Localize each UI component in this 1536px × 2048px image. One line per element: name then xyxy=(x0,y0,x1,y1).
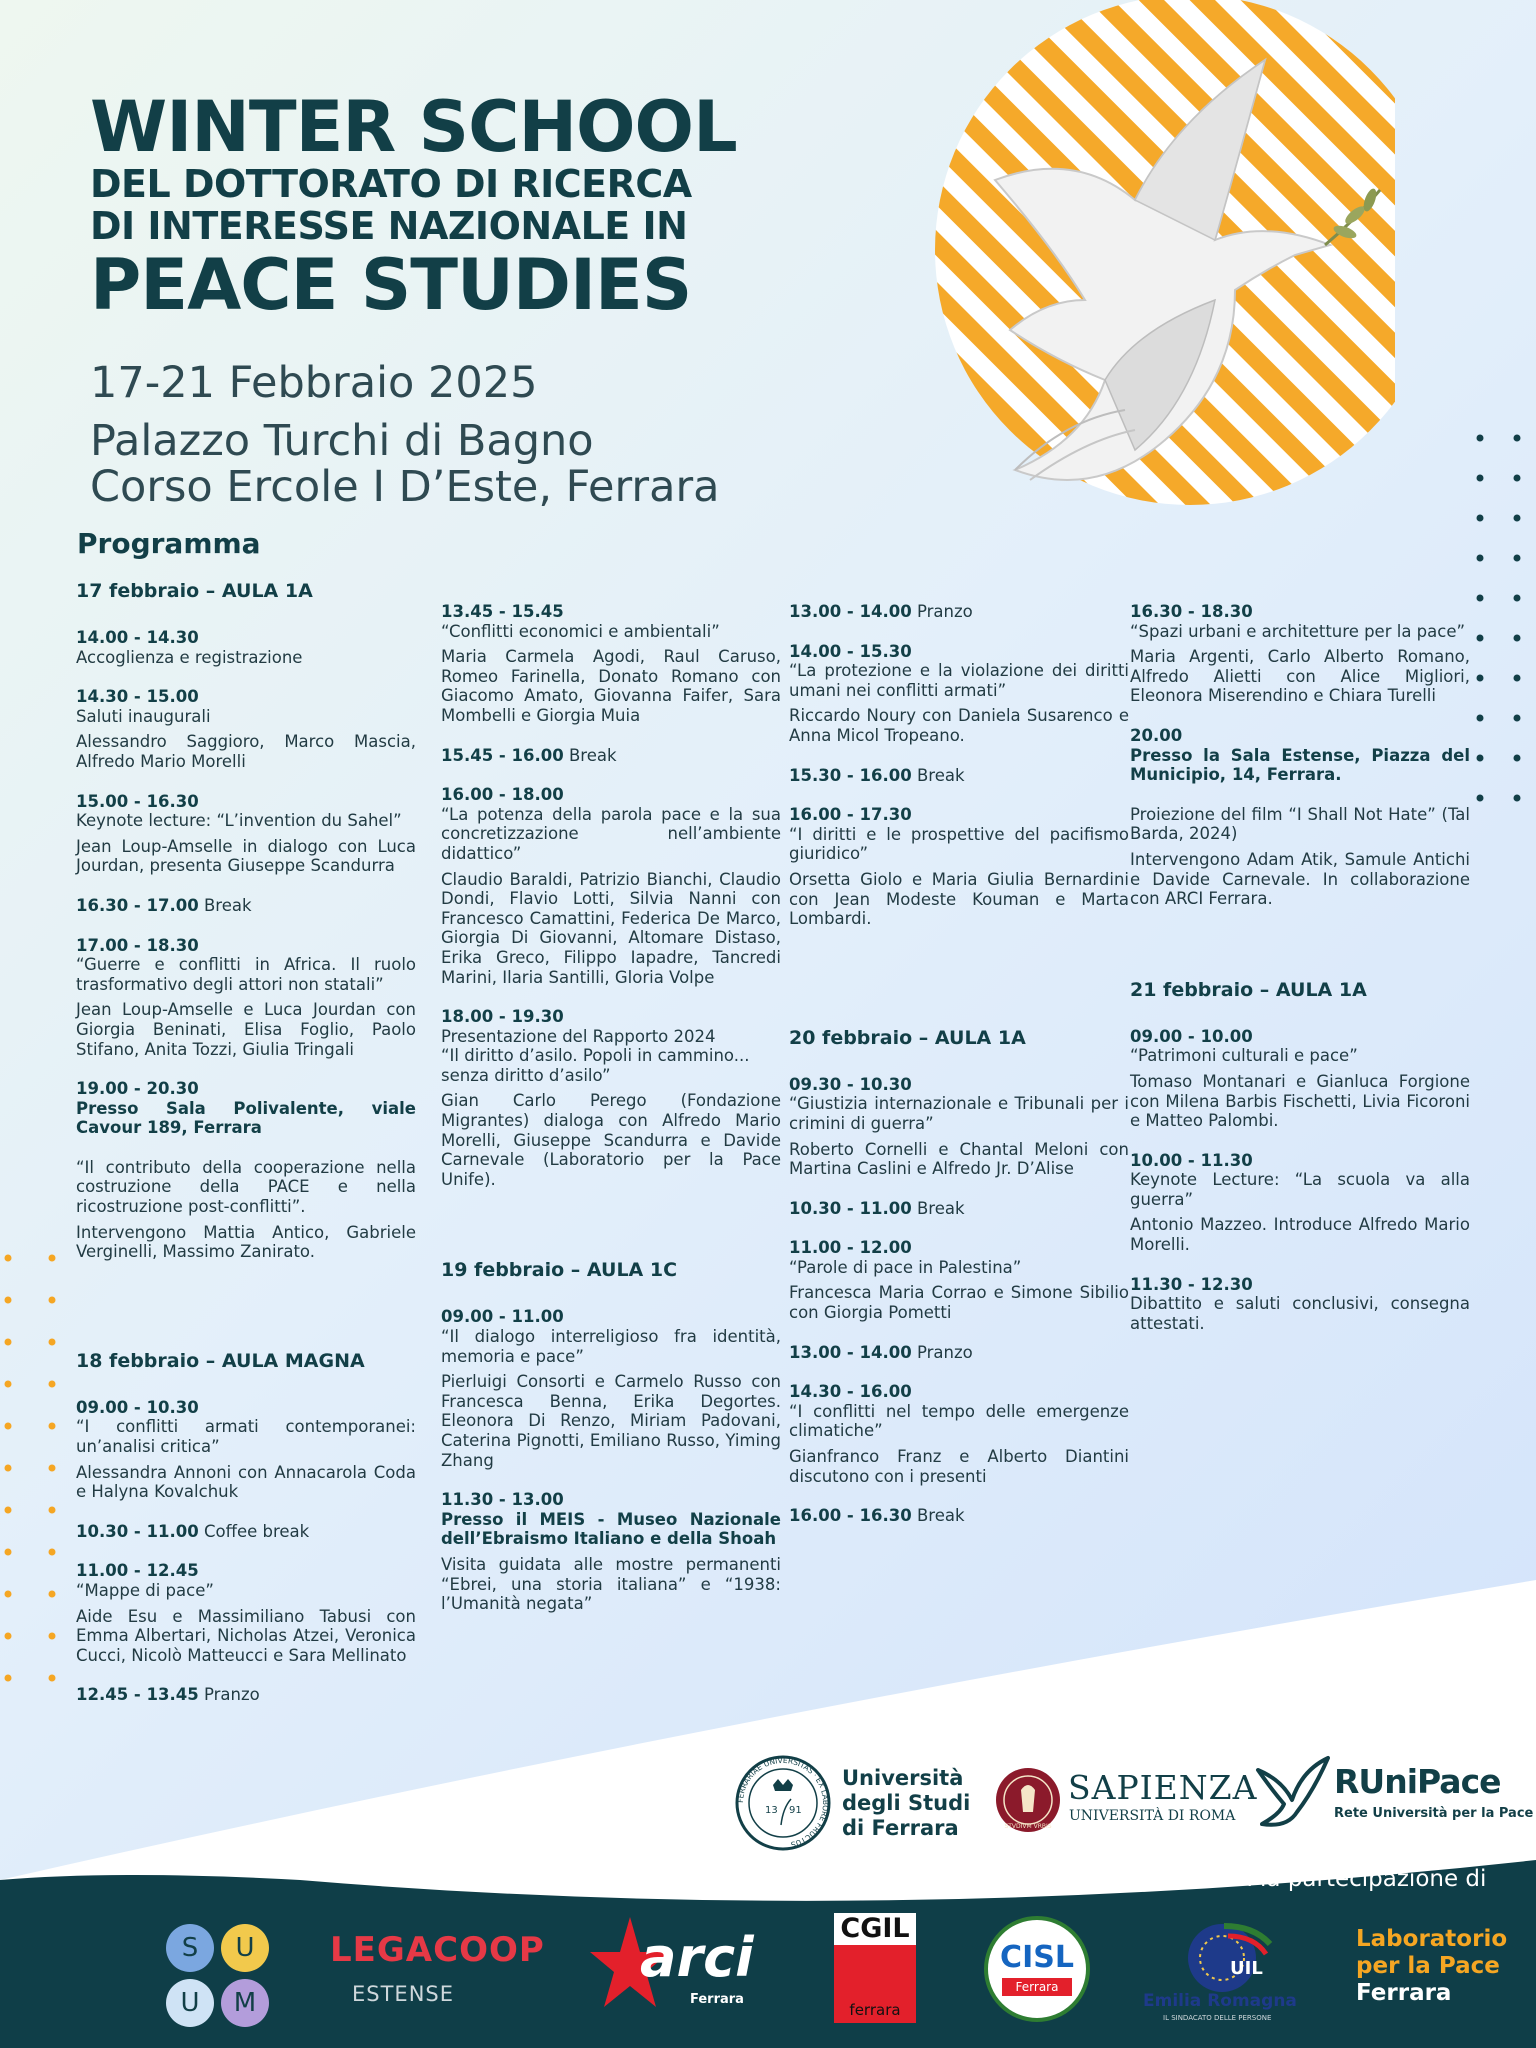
session-people: Jean Loup-Amselle in dialogo con Luca Jourdan, presenta Giuseppe Scandurra xyxy=(76,836,416,876)
event-venue: Palazzo Turchi di Bagno xyxy=(90,416,594,466)
unife-seal-logo xyxy=(733,1753,833,1853)
column-19-21-feb xyxy=(1130,602,1470,1353)
session-time: 20.00 xyxy=(1130,725,1183,745)
session-title: Visita guidata alle mostre permanenti “Ebrei, una storia italiana” e “1938: l’Umanità negata” xyxy=(441,1554,781,1614)
uil-tagline: IL SINDACATO DELLE PERSONE xyxy=(1163,2014,1272,2022)
session-title: Presentazione del Rapporto 2024 xyxy=(441,1026,716,1046)
session-people: Intervengono Mattia Antico, Gabriele Verginelli, Massimo Zanirato. xyxy=(76,1222,416,1262)
runipace-name: RUniPace xyxy=(1334,1762,1501,1801)
title-winter-school: WINTER SCHOOL xyxy=(90,86,737,168)
session-time: 12.45 - 13.45 xyxy=(76,1685,199,1705)
session-title: “Il dialogo interreligioso fra identità, memoria e pace” xyxy=(441,1327,781,1366)
session-title: Dibattito e saluti conclusivi, consegna attestati. xyxy=(1130,1294,1470,1333)
sapienza-name: SAPIENZA xyxy=(1068,1768,1258,1807)
session-title: Pranzo xyxy=(916,602,973,621)
suum-letter-m: M xyxy=(221,1979,269,2027)
session-people: Francesca Maria Corrao e Simone Sibilio con Giorgia Pometti xyxy=(789,1283,1129,1323)
session-people: Claudio Baraldi, Patrizio Bianchi, Claudio Dondi, Flavio Lotti, Silvia Nanni con Francesco Camattini, Federica De Marco, Giorgia Di Giovanni, Altomare Distaso, Erika Greco, Filippo Iapadre, Tancredi Marini, Ilaria Santilli, Gloria Volpe xyxy=(441,869,781,987)
suum-logo xyxy=(166,1924,272,2030)
session-title: Saluti inaugurali xyxy=(76,706,211,726)
session-time: 13.00 - 14.00 xyxy=(789,1342,912,1362)
session-place: Presso Sala Polivalente, viale Cavour 189, Ferrara xyxy=(76,1098,416,1138)
cisl-subtitle: Ferrara xyxy=(1002,1978,1072,1996)
session-people: Alessandro Saggioro, Marco Mascia, Alfredo Mario Morelli xyxy=(76,732,416,771)
session-time: 16.00 - 16.30 xyxy=(789,1506,912,1526)
session-title: Break xyxy=(568,745,617,765)
column-19-20-feb xyxy=(789,602,1129,1546)
column-18-19-feb xyxy=(441,602,781,1634)
session-people: Alessandra Annoni con Annacarola Coda e Halyna Kovalchuk xyxy=(76,1462,416,1502)
session-title: Break xyxy=(916,1198,965,1218)
session-title: “La protezione e la violazione dei diritti umani nei conflitti armati” xyxy=(789,661,1129,700)
session-time: 15.30 - 16.00 xyxy=(789,765,912,785)
session-time: 16.00 - 17.30 xyxy=(789,805,912,825)
suum-letter-u: U xyxy=(221,1924,269,1972)
day-heading-21: 21 febbraio – AULA 1A xyxy=(1130,978,1367,1001)
uil-globe-icon xyxy=(1184,1916,1274,1996)
session-title: Break xyxy=(916,1506,965,1526)
unife-seal-text: FERRARIAE UNIVERSITAS · EX LABORE FRUCTUS xyxy=(735,1755,831,1850)
session-title: “La potenza della parola pace e la sua concretizzazione nell’ambiente didattico” xyxy=(441,804,781,863)
session-title: Keynote lecture: “L’invention du Sahel” xyxy=(76,811,402,831)
session-time: 10.00 - 11.30 xyxy=(1130,1150,1253,1170)
arci-subtitle: Ferrara xyxy=(690,1992,744,2007)
uil-name: UIL xyxy=(1230,1958,1263,1979)
session-title: Proiezione del film “I Shall Not Hate” (Tal Barda, 2024) xyxy=(1130,804,1470,844)
session-title: “Guerre e conflitti in Africa. Il ruolo trasformativo degli attori non statali” xyxy=(76,955,416,994)
unife-year-a: 13 xyxy=(765,1805,778,1816)
cisl-name: CISL xyxy=(1000,1940,1074,1975)
session-time: 11.30 - 13.00 xyxy=(441,1490,564,1510)
session-time: 14.00 - 14.30 xyxy=(76,628,199,647)
session-title: Pranzo xyxy=(203,1685,260,1705)
session-time: 16.00 - 18.00 xyxy=(441,785,564,805)
session-time: 10.30 - 11.00 xyxy=(789,1198,912,1218)
session-place: Presso la Sala Estense, Piazza del Municipio, 14, Ferrara. xyxy=(1130,745,1470,785)
runipace-subtitle: Rete Università per la Pace xyxy=(1334,1806,1534,1821)
session-time: 09.00 - 10.00 xyxy=(1130,1026,1253,1046)
session-people: Pierluigi Consorti e Carmelo Russo con Francesca Benna, Erika Degortes. Eleonora Di Renzo, Miriam Padovani, Caterina Pignotti, Emiliano Russo, Yiming Zhang xyxy=(441,1372,781,1470)
session-people: Gian Carlo Perego (Fondazione Migrantes) dialoga con Alfredo Mario Morelli, Giuseppe Scandurra e Davide Carnevale (Laboratorio per la Pace Unife). xyxy=(441,1091,781,1189)
session-time: 17.00 - 18.30 xyxy=(76,935,199,955)
unife-name-line1: Università xyxy=(842,1766,964,1790)
uil-subtitle: Emilia Romagna xyxy=(1143,1991,1297,2011)
session-time: 14.30 - 16.00 xyxy=(789,1382,912,1402)
legacoop-subtitle: ESTENSE xyxy=(352,1982,455,2006)
unife-name-line2: degli Studi xyxy=(842,1791,971,1815)
session-people: Orsetta Giolo e Maria Giulia Bernardini con Jean Modeste Kouman e Marta Lombardi. xyxy=(789,869,1129,929)
session-place: Presso il MEIS - Museo Nazionale dell’Ebraismo Italiano e della Shoah xyxy=(441,1509,781,1549)
session-subtitle: “Il diritto d’asilo. Popoli in cammino... senza diritto d’asilo” xyxy=(441,1046,750,1085)
session-time: 11.00 - 12.45 xyxy=(76,1561,199,1581)
session-time: 09.00 - 10.30 xyxy=(76,1397,199,1417)
cgil-subtitle: ferrara xyxy=(849,2001,901,2019)
session-time: 10.30 - 11.00 xyxy=(76,1521,199,1541)
lab-pace-line2: per la Pace xyxy=(1356,1953,1500,1979)
legacoop-logo: LEGACOOP xyxy=(330,1930,545,1970)
cisl-logo xyxy=(984,1916,1090,2022)
lab-pace-line1: Laboratorio xyxy=(1356,1926,1508,1952)
session-title: “Il contributo della cooperazione nella costruzione della PACE e nella ricostruzione post-conflitti”. xyxy=(76,1157,416,1217)
title-peace-studies: PEACE STUDIES xyxy=(90,244,692,326)
day-heading-17: 17 febbraio – AULA 1A xyxy=(76,580,313,602)
suum-letter-u2: U xyxy=(166,1979,214,2027)
session-people: Riccardo Noury con Daniela Susarenco e Anna Micol Tropeano. xyxy=(789,706,1129,745)
session-time: 19.00 - 20.30 xyxy=(76,1079,199,1099)
session-time: 14.00 - 15.30 xyxy=(789,641,912,661)
session-time: 13.45 - 15.45 xyxy=(441,602,564,621)
session-people: Gianfranco Franz e Alberto Diantini discutono con i presenti xyxy=(789,1447,1129,1486)
day-heading-18: 18 febbraio – AULA MAGNA xyxy=(76,1349,365,1372)
session-title: Coffee break xyxy=(203,1521,310,1541)
cgil-name: CGIL xyxy=(834,1913,916,1945)
session-title: “I conflitti armati contemporanei: un’analisi critica” xyxy=(76,1417,416,1457)
session-time: 15.00 - 16.30 xyxy=(76,791,199,811)
title-line-interesse: DI INTERESSE NAZIONALE IN xyxy=(90,204,688,248)
unife-name-line3: di Ferrara xyxy=(842,1816,959,1840)
cgil-logo xyxy=(834,1913,916,2023)
session-title: “Conflitti economici e ambientali” xyxy=(441,621,720,641)
lab-pace-line3: Ferrara xyxy=(1356,1980,1452,2006)
session-time: 18.00 - 19.30 xyxy=(441,1007,564,1027)
partners-caption: Con la partecipazione di xyxy=(1208,1866,1487,1892)
runipace-dove-icon xyxy=(1252,1750,1332,1830)
session-title: Accoglienza e registrazione xyxy=(76,647,303,667)
session-title: “Spazi urbani e architetture per la pace” xyxy=(1130,621,1466,641)
session-time: 16.30 - 17.00 xyxy=(76,895,199,915)
event-address: Corso Ercole I D’Este, Ferrara xyxy=(90,462,720,512)
decorative-dots-right xyxy=(1472,430,1532,820)
session-time: 15.45 - 16.00 xyxy=(441,745,564,765)
session-people: Aide Esu e Massimiliano Tabusi con Emma Albertari, Nicholas Atzei, Veronica Cucci, Nicolò Matteucci e Sara Mellinato xyxy=(76,1606,416,1665)
session-time: 09.30 - 10.30 xyxy=(789,1074,912,1094)
session-people: Tomaso Montanari e Gianluca Forgione con Milena Barbis Fischetti, Livia Ficoroni e Matteo Palombi. xyxy=(1130,1071,1470,1131)
title-line-dottorato: DEL DOTTORATO DI RICERCA xyxy=(90,162,692,206)
unife-year-b: 91 xyxy=(789,1805,802,1816)
arci-logo: arci xyxy=(640,1926,754,1989)
session-time: 09.00 - 11.00 xyxy=(441,1307,564,1327)
suum-letter-s: S xyxy=(166,1924,214,1972)
session-people: Antonio Mazzeo. Introduce Alfredo Mario Morelli. xyxy=(1130,1215,1470,1255)
column-17-18-feb xyxy=(76,580,416,1725)
session-people: Maria Argenti, Carlo Alberto Romano, Alfredo Alietti con Alice Migliori, Eleonora Miserendino e Chiara Turelli xyxy=(1130,647,1470,706)
session-title: Pranzo xyxy=(916,1342,973,1362)
sapienza-subtitle: UNIVERSITÀ DI ROMA xyxy=(1069,1808,1236,1824)
paper-dove-illustration xyxy=(935,0,1395,520)
session-time: 11.30 - 12.30 xyxy=(1130,1274,1253,1294)
day-heading-19: 19 febbraio – AULA 1C xyxy=(441,1259,678,1282)
session-time: 13.00 - 14.00 xyxy=(789,602,912,621)
day-heading-20: 20 febbraio – AULA 1A xyxy=(789,1026,1026,1049)
session-title: Keynote Lecture: “La scuola va alla guerra” xyxy=(1130,1170,1470,1209)
session-time: 14.30 - 15.00 xyxy=(76,687,199,707)
program-heading: Programma xyxy=(77,527,261,560)
session-title: Break xyxy=(916,765,965,785)
session-title: “Giustizia internazionale e Tribunali per i crimini di guerra” xyxy=(789,1094,1129,1133)
session-title: “I conflitti nel tempo delle emergenze climatiche” xyxy=(789,1401,1129,1441)
session-title: “I diritti e le prospettive del pacifismo giuridico” xyxy=(789,824,1129,864)
session-time: 11.00 - 12.00 xyxy=(789,1238,912,1258)
session-people: Maria Carmela Agodi, Raul Caruso, Romeo Farinella, Donato Romano con Giacomo Amato, Giovanna Faifer, Sara Mombelli e Giorgia Muia xyxy=(441,647,781,725)
session-time: 16.30 - 18.30 xyxy=(1130,602,1253,621)
session-title: Break xyxy=(203,895,252,915)
session-title: “Mappe di pace” xyxy=(76,1581,214,1600)
sapienza-seal-text: STVDIVM VRBIS xyxy=(1004,1823,1052,1830)
session-title: “Parole di pace in Palestina” xyxy=(789,1257,1022,1277)
event-dates: 17-21 Febbraio 2025 xyxy=(90,358,538,408)
session-people: Intervengono Adam Atik, Samule Antichi e Davide Carnevale. In collaborazione con ARCI Ferrara. xyxy=(1130,849,1470,909)
session-title: “Patrimoni culturali e pace” xyxy=(1130,1046,1358,1066)
session-people: Jean Loup-Amselle e Luca Jourdan con Giorgia Beninati, Elisa Foglio, Paolo Stifano, Anita Tozzi, Giulia Tringali xyxy=(76,1000,416,1059)
sapienza-seal-logo xyxy=(993,1760,1063,1840)
session-people: Roberto Cornelli e Chantal Meloni con Martina Caslini e Alfredo Jr. D’Alise xyxy=(789,1139,1129,1179)
